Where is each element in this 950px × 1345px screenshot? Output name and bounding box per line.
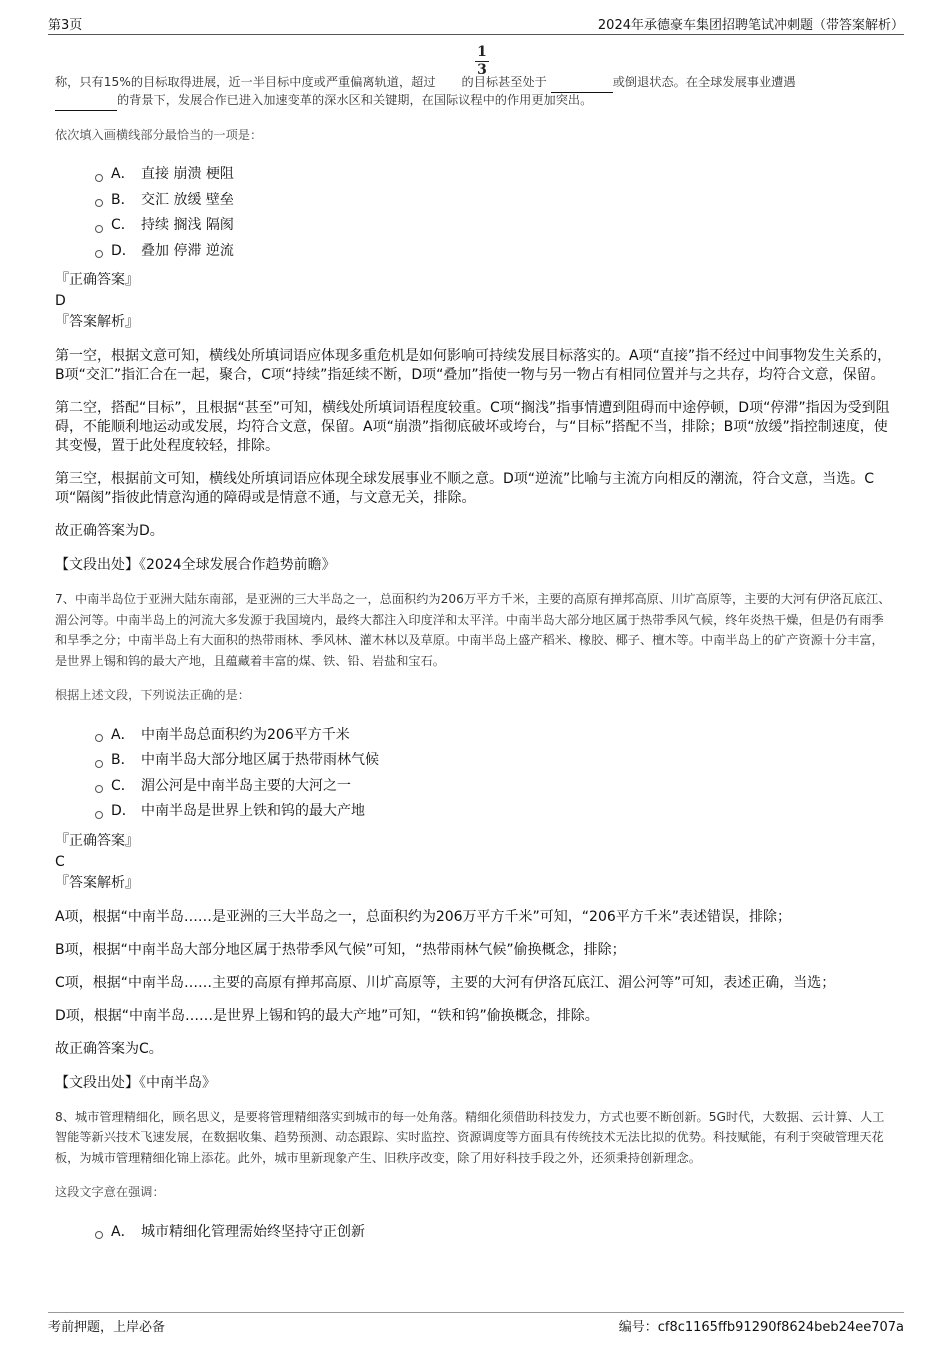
q6-prompt: 依次填入画横线部分最恰当的一项是： [55, 127, 263, 142]
q7-option-a[interactable]: A． 中南半岛总面积约为206平方千米 [95, 723, 895, 749]
q6-answer: D [55, 293, 66, 309]
fill-blank-2 [551, 78, 613, 93]
q6-answer-label: 『正确答案』 [55, 272, 139, 288]
page-content [55, 40, 895, 1245]
q7-analysis-label: 『答案解析』 [55, 874, 139, 891]
q6-option-d[interactable]: D． 叠加 停滞 逆流 [95, 239, 895, 265]
q8-stem: 8、城市管理精细化，顾名思义，是要将管理精细落实到城市的每一处角落。精细化须借助科技发力，方式也要不断创新。5G时代，大数据、云计算、人工智能等新兴技术飞速发展，在数据收集、趋势预测、动态跟踪、实时监控、资源调度等方面具有传统技术无法比拟的优势。科技赋能，有利于突破管理天花板，为城市管理精细化锦上添花。此外，城市里新现象产生、旧秩序改变，除了用好科技手段之外，还须秉持创新理念。 [55, 1109, 885, 1165]
page-header [48, 14, 904, 35]
page-number: 第3页 [48, 18, 83, 33]
radio-icon[interactable] [95, 760, 103, 768]
q7-option-b[interactable]: B． 中南半岛大部分地区属于热带雨林气候 [95, 748, 895, 774]
q7-prompt: 根据上述文段，下列说法正确的是： [55, 688, 250, 702]
radio-icon[interactable] [95, 174, 103, 182]
radio-icon[interactable] [95, 225, 103, 233]
radio-icon[interactable] [95, 734, 103, 742]
q6-stem-line2: 的背景下，发展合作已进入加速变革的深水区和关键期，在国际议程中的作用更加突出。 [55, 90, 895, 111]
q6-option-b[interactable]: B． 交汇 放缓 壁垒 [95, 188, 895, 214]
q6-option-a[interactable]: A． 直接 崩溃 梗阻 [95, 162, 895, 188]
q7-option-d[interactable]: D． 中南半岛是世界上铁和钨的最大产地 [95, 799, 895, 825]
q7-source: 【文段出处】《中南半岛》 [55, 1074, 216, 1091]
q7-option-c[interactable]: C． 湄公河是中南半岛主要的大河之一 [95, 774, 895, 800]
q7-analysis-3: C项，根据“中南半岛……主要的高原有掸邦高原、川圹高原等，主要的大河有伊洛瓦底江、湄公河等”可知，表述正确，当选； [55, 974, 836, 991]
q7-answer-label: 『正确答案』 [55, 832, 139, 849]
q6-stem-line1: $\frac{1}{3}$ 称，只有15%的目标取得进展，近一半目标中度或严重偏离轨道，超过 的目标甚至处于 或倒退状态。在全球发展事业遭遇 [55, 40, 895, 74]
footer-slogan: 考前押题，上岸必备 [48, 1320, 166, 1335]
q6-option-c[interactable]: C． 持续 搁浅 隔阂 [95, 213, 895, 239]
q6-source: 【文段出处】《2024全球发展合作趋势前瞻》 [55, 557, 336, 573]
q7-analysis-4: D项，根据“中南半岛……是世界上锡和钨的最大产地”可知，“铁和钨”偷换概念，排除。 [55, 1007, 599, 1024]
q7-analysis-1: A项，根据“中南半岛……是亚洲的三大半岛之一，总面积约为206万平方千米”可知，“206平方千米”表述错误，排除； [55, 908, 792, 925]
footer-serial: 编号：cf8c1165ffb91290f8624beb24ee707a [618, 1320, 904, 1335]
q8-option-a[interactable]: A． 城市精细化管理需始终坚持守正创新 [95, 1220, 895, 1246]
radio-icon[interactable] [95, 250, 103, 258]
q6-options [55, 162, 895, 264]
q6-analysis-label: 『答案解析』 [55, 314, 139, 330]
radio-icon[interactable] [95, 785, 103, 793]
q7-answer: C [55, 853, 65, 870]
fraction-one-third: $\frac{1}{3}$ [475, 44, 489, 79]
q7-options [55, 723, 895, 825]
q7-stem: 7、中南半岛位于亚洲大陆东南部，是亚洲的三大半岛之一，总面积约为206万平方千米，主要的高原有掸邦高原、川圹高原等，主要的大河有伊洛瓦底江、湄公河等。中南半岛上的河流大多发源于我国境内，最终大都注入印度洋和太平洋。中南半岛大部分地区属于热带季风气候，终年炎热干燥，但是仍有雨季和旱季之分；中南半岛上有大面积的热带雨林、季风林、灌木林以及草原。中南半岛上盛产稻米、橡胶、椰子、檀木等。中南半岛上的矿产资源十分丰富，是世界上锡和钨的最大产地，且蕴藏着丰富的煤、铁、铅、岩盐和宝石。 [55, 592, 891, 668]
q8-options [55, 1220, 895, 1246]
fill-blank-3 [55, 96, 117, 111]
q6-analysis-1: 第一空，根据文意可知，横线处所填词语应体现多重危机是如何影响可持续发展目标落实的。A项“直接”指不经过中间事物发生关系的，B项“交汇”指汇合在一起，聚合，C项“持续”指延续不断，D项“叠加”指使一物与另一物占有相同位置并与之共存，均符合文意，保留。 [55, 348, 892, 383]
q6-analysis-2: 第二空，搭配“目标”，且根据“甚至”可知，横线处所填词语程度较重。C项“搁浅”指事情遭到阻碍而中途停顿，D项“停滞”指因为受到阻碍，不能顺利地运动或发展，均符合文意，保留。A项“崩溃”指彻底破坏或垮台，与“目标”搭配不当，排除；B项“放缓”指控制速度，使其变慢，置于此处程度较轻，排除。 [55, 400, 890, 454]
q6-analysis-3: 第三空，根据前文可知，横线处所填词语应体现全球发展事业不顺之意。D项“逆流”比喻与主流方向相反的潮流，符合文意，当选。C项“隔阂”指彼此情意沟通的障碍或是情意不通，与文意无关，排除。 [55, 471, 875, 506]
document-title: 2024年承德豪车集团招聘笔试冲刺题（带答案解析） [597, 18, 904, 33]
page-footer [48, 1312, 904, 1338]
radio-icon[interactable] [95, 199, 103, 207]
q6-analysis-4: 故正确答案为D。 [55, 523, 164, 539]
q8-prompt: 这段文字意在强调： [55, 1185, 165, 1199]
q7-analysis-5: 故正确答案为C。 [55, 1040, 163, 1057]
radio-icon[interactable] [95, 1231, 103, 1239]
q7-analysis-2: B项，根据“中南半岛大部分地区属于热带季风气候”可知，“热带雨林气候”偷换概念，排除； [55, 941, 626, 958]
radio-icon[interactable] [95, 811, 103, 819]
